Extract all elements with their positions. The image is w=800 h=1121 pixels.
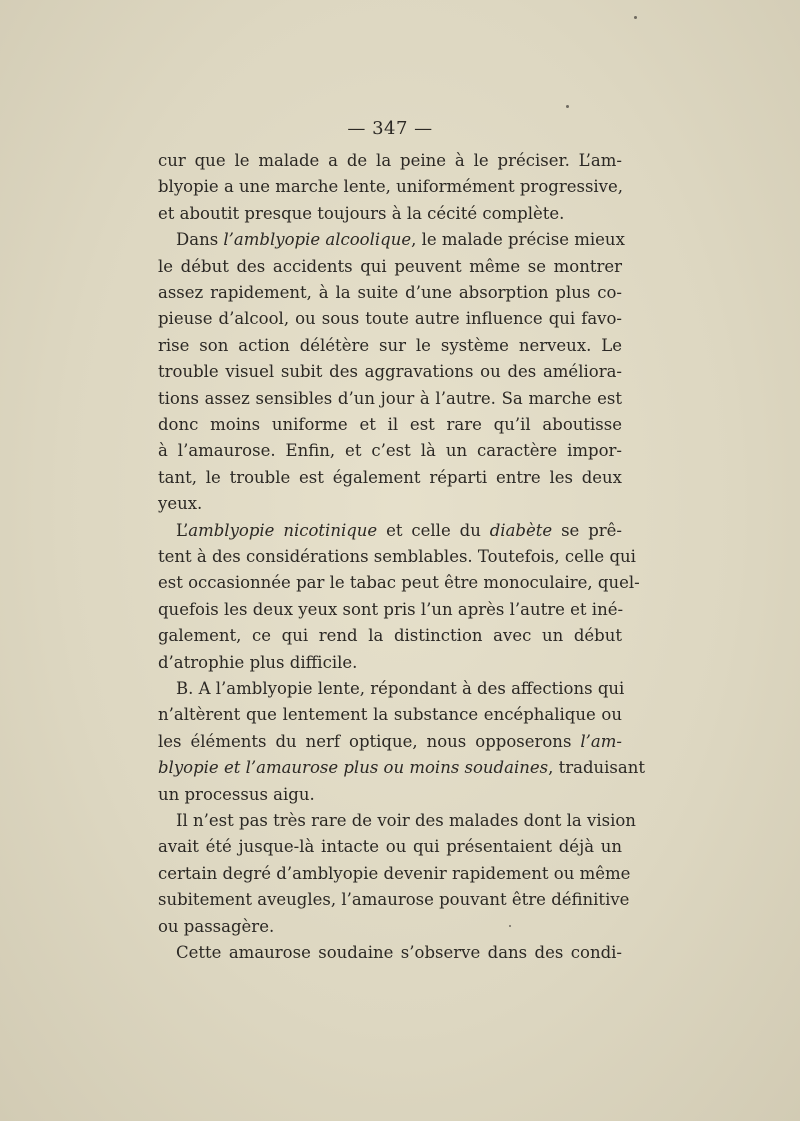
text-segment: , le malade précise mieux bbox=[411, 230, 625, 250]
italic-text: l’am- bbox=[580, 731, 622, 751]
text-segment: et aboutit presque toujours à la cécité complète. bbox=[158, 203, 565, 223]
text-segment: donc moins uniforme et il est rare qu’il aboutisse bbox=[158, 415, 622, 434]
page-number: — 347 — bbox=[347, 118, 433, 139]
text-segment: ou passagère. bbox=[158, 916, 275, 936]
text-segment: quefois les deux yeux sont pris l’un après l’autre et iné- bbox=[158, 599, 624, 619]
text-segment: Dans bbox=[176, 230, 224, 250]
italic-text: amblyopie nicotinique bbox=[188, 520, 378, 540]
text-line bbox=[158, 729, 622, 755]
text-line bbox=[176, 940, 622, 966]
text-segment: rise son action délétère sur le système nerveux. Le bbox=[158, 335, 622, 355]
ink-speck bbox=[634, 16, 637, 19]
text-line bbox=[158, 359, 622, 385]
text-segment: cur que le malade a de la peine à le préciser. L’am- bbox=[158, 151, 622, 170]
text-line bbox=[158, 254, 622, 280]
text-segment: d’atrophie plus difficile. bbox=[158, 652, 358, 672]
text-segment: tions assez sensibles d’un jour à l’autre. Sa marche est bbox=[158, 388, 622, 408]
text-line bbox=[176, 518, 622, 544]
text-segment: à l’amaurose. Enfin, et c’est là un caractère impor- bbox=[158, 441, 622, 461]
text-line bbox=[158, 623, 622, 649]
text-line bbox=[158, 386, 622, 412]
text-segment: et celle du bbox=[377, 520, 490, 540]
text-segment: subitement aveugles, l’amaurose pouvant être définitive bbox=[158, 890, 630, 910]
text-line bbox=[158, 306, 622, 332]
text-line bbox=[176, 808, 636, 834]
text-line bbox=[158, 834, 622, 860]
text-segment: avait été jusque-là intacte ou qui présentaient déjà un bbox=[158, 837, 622, 857]
text-line bbox=[158, 544, 636, 570]
italic-text: diabète bbox=[489, 520, 553, 540]
text-line bbox=[158, 438, 622, 464]
text-line bbox=[158, 174, 622, 200]
text-segment: se prê- bbox=[552, 520, 622, 540]
text-line bbox=[158, 914, 622, 940]
text-line bbox=[176, 227, 625, 253]
text-segment: assez rapidement, à la suite d’une absorption plus co- bbox=[158, 283, 622, 302]
text-segment: est occasionnée par le tabac peut être monoculaire, quel- bbox=[158, 573, 640, 593]
text-segment: un processus aigu. bbox=[158, 784, 315, 804]
text-segment: Cette amaurose soudaine s’observe dans des condi- bbox=[176, 943, 622, 962]
text-line bbox=[158, 465, 622, 491]
text-line bbox=[158, 201, 622, 227]
text-segment: galement, ce qui rend la distinction avec un début bbox=[158, 626, 622, 646]
text-segment: tent à des considérations semblables. Toutefois, celle qui bbox=[158, 547, 636, 566]
text-segment: trouble visuel subit des aggravations ou des améliora- bbox=[158, 362, 622, 382]
text-segment: n’altèrent que lentement la substance encéphalique ou bbox=[158, 705, 622, 725]
text-line bbox=[158, 148, 622, 174]
text-line bbox=[158, 570, 640, 596]
text-line bbox=[176, 676, 625, 702]
text-segment: blyopie a une marche lente, uniformément progressive, bbox=[158, 177, 624, 197]
text-segment: , traduisant bbox=[548, 758, 645, 778]
italic-text: l’amblyopie alcoolique bbox=[223, 230, 412, 250]
text-segment: les éléments du nerf optique, nous opposerons bbox=[158, 731, 581, 751]
text-line bbox=[158, 280, 622, 306]
text-segment: pieuse d’alcool, ou sous toute autre influence qui favo- bbox=[158, 309, 622, 329]
text-segment: Il n’est pas très rare de voir des malades dont la vision bbox=[176, 811, 636, 830]
text-line bbox=[158, 702, 622, 728]
text-line bbox=[158, 412, 622, 438]
italic-text: blyopie et l’amaurose plus ou moins soudaines bbox=[158, 758, 549, 778]
text-line bbox=[158, 650, 622, 676]
text-segment: B. A l’amblyopie lente, répondant à des affections qui bbox=[176, 679, 625, 698]
text-line bbox=[158, 755, 645, 781]
text-segment: le début des accidents qui peuvent même se montrer bbox=[158, 256, 622, 276]
text-line bbox=[158, 597, 622, 623]
text-segment: L’ bbox=[176, 520, 189, 540]
text-line bbox=[158, 782, 622, 808]
text-segment: yeux. bbox=[158, 494, 203, 514]
text-line bbox=[158, 333, 622, 359]
text-segment: tant, le trouble est également réparti entre les deux bbox=[158, 467, 622, 487]
ink-speck bbox=[509, 925, 511, 927]
text-line bbox=[158, 861, 631, 887]
text-segment: certain degré d’amblyopie devenir rapidement ou même bbox=[158, 863, 631, 883]
text-line bbox=[158, 887, 630, 913]
text-line bbox=[158, 491, 622, 517]
ink-speck bbox=[566, 105, 569, 108]
